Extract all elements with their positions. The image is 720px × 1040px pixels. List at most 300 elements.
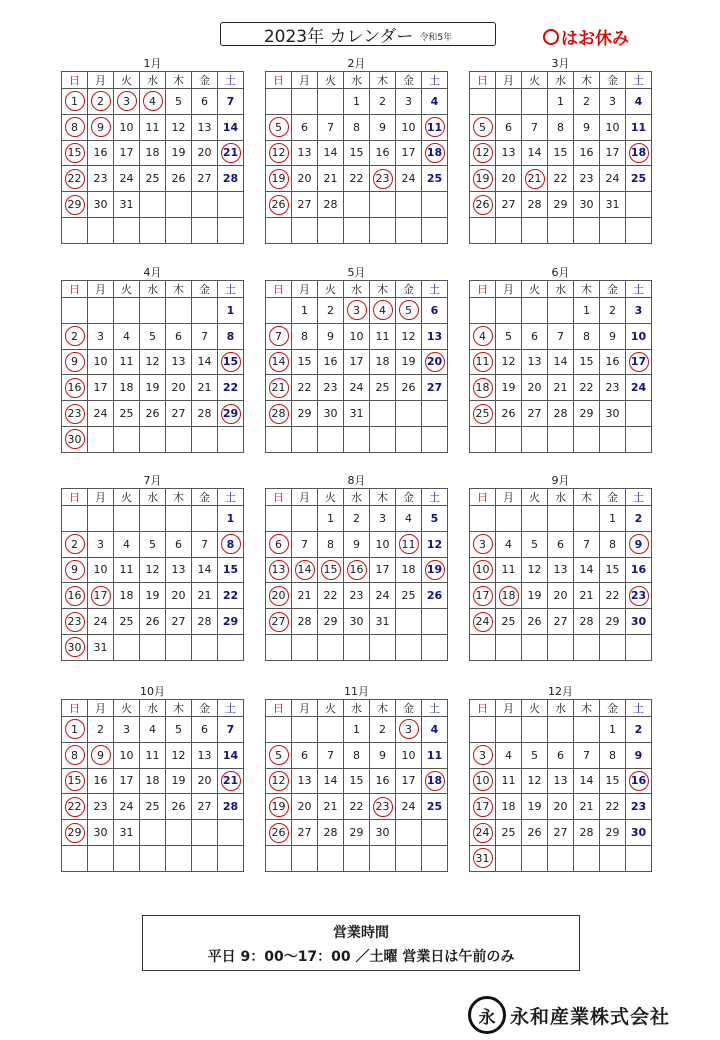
month-5: [265, 267, 448, 453]
empty-cell: [626, 426, 652, 452]
holiday-mark: 21: [221, 771, 241, 791]
empty-cell: [192, 506, 218, 532]
empty-cell: [370, 401, 396, 427]
day-cell: 17: [370, 557, 396, 583]
empty-cell: [266, 426, 292, 452]
holiday-mark: 22: [65, 797, 85, 817]
day-cell: 18: [396, 557, 422, 583]
day-cell: 26: [422, 583, 448, 609]
day-cell: [62, 401, 88, 427]
holiday-mark: 19: [269, 169, 289, 189]
day-cell: 22: [574, 375, 600, 401]
weekday-header: 月: [496, 72, 522, 89]
day-cell: 17: [114, 768, 140, 794]
holiday-mark: 14: [269, 352, 289, 372]
day-cell: 12: [422, 531, 448, 557]
day-cell: 3: [626, 298, 652, 324]
empty-cell: [470, 298, 496, 324]
day-cell: 20: [192, 768, 218, 794]
day-cell: 23: [88, 794, 114, 820]
day-cell: [266, 140, 292, 166]
empty-cell: [422, 217, 448, 243]
day-cell: 30: [370, 820, 396, 846]
day-cell: [88, 89, 114, 115]
weekday-header: 水: [140, 72, 166, 89]
day-cell: 13: [548, 557, 574, 583]
empty-cell: [114, 298, 140, 324]
empty-cell: [422, 845, 448, 871]
empty-cell: [548, 217, 574, 243]
empty-cell: [166, 298, 192, 324]
month-table: [61, 699, 244, 872]
month-4: [61, 267, 244, 453]
day-cell: 2: [370, 89, 396, 115]
weekday-header: 月: [292, 72, 318, 89]
holiday-mark: 2: [91, 91, 111, 111]
day-cell: 29: [344, 820, 370, 846]
day-cell: 27: [422, 375, 448, 401]
day-cell: 11: [114, 557, 140, 583]
day-cell: [266, 820, 292, 846]
day-cell: 13: [292, 768, 318, 794]
holiday-mark: 16: [65, 586, 85, 606]
weekday-header: 水: [548, 281, 574, 298]
holiday-mark: 19: [473, 169, 493, 189]
day-cell: 29: [574, 401, 600, 427]
day-cell: 30: [626, 609, 652, 635]
day-cell: 5: [522, 531, 548, 557]
empty-cell: [266, 217, 292, 243]
empty-cell: [166, 820, 192, 846]
day-cell: 22: [318, 583, 344, 609]
empty-cell: [574, 506, 600, 532]
empty-cell: [266, 506, 292, 532]
day-cell: 28: [522, 192, 548, 218]
day-cell: 4: [496, 742, 522, 768]
empty-cell: [292, 845, 318, 871]
day-cell: [218, 140, 244, 166]
day-cell: [266, 166, 292, 192]
empty-cell: [140, 192, 166, 218]
day-cell: 1: [218, 298, 244, 324]
empty-cell: [370, 845, 396, 871]
day-cell: [218, 531, 244, 557]
holiday-mark: 19: [425, 560, 445, 580]
month-title: 12月: [548, 685, 573, 698]
day-cell: [626, 583, 652, 609]
day-cell: [266, 114, 292, 140]
day-cell: 11: [422, 742, 448, 768]
empty-cell: [218, 426, 244, 452]
day-cell: 3: [396, 89, 422, 115]
day-cell: 2: [344, 506, 370, 532]
day-cell: 26: [496, 401, 522, 427]
empty-cell: [422, 634, 448, 660]
holiday-mark: 4: [473, 326, 493, 346]
empty-cell: [396, 634, 422, 660]
day-cell: 21: [192, 583, 218, 609]
day-cell: 1: [600, 506, 626, 532]
day-cell: 21: [574, 794, 600, 820]
calendar-title: 2023年 カレンダー: [263, 26, 414, 47]
day-cell: 15: [292, 349, 318, 375]
day-cell: 24: [344, 375, 370, 401]
weekday-header: 日: [470, 281, 496, 298]
empty-cell: [548, 426, 574, 452]
day-cell: 10: [114, 114, 140, 140]
day-cell: [266, 531, 292, 557]
empty-cell: [88, 217, 114, 243]
empty-cell: [496, 89, 522, 115]
month-6: [469, 267, 652, 453]
day-cell: 28: [318, 192, 344, 218]
empty-cell: [548, 298, 574, 324]
weekday-header: 火: [318, 489, 344, 506]
day-cell: 4: [114, 323, 140, 349]
day-cell: 25: [396, 583, 422, 609]
holiday-mark: 6: [269, 534, 289, 554]
holiday-mark: 28: [269, 404, 289, 424]
weekday-header: 土: [218, 700, 244, 717]
weekday-header: 木: [166, 489, 192, 506]
day-cell: 20: [292, 166, 318, 192]
holiday-mark: 24: [473, 823, 493, 843]
holiday-mark: 11: [425, 117, 445, 137]
empty-cell: [140, 217, 166, 243]
day-cell: 14: [548, 349, 574, 375]
holiday-mark: 12: [269, 771, 289, 791]
day-cell: 13: [292, 140, 318, 166]
day-cell: 2: [370, 717, 396, 743]
day-cell: 3: [370, 506, 396, 532]
weekday-header: 木: [574, 72, 600, 89]
empty-cell: [496, 298, 522, 324]
day-cell: 30: [600, 401, 626, 427]
weekday-header: 月: [88, 489, 114, 506]
weekday-header: 火: [318, 72, 344, 89]
day-cell: [62, 609, 88, 635]
day-cell: 26: [396, 375, 422, 401]
holiday-mark: 20: [269, 586, 289, 606]
day-cell: [318, 557, 344, 583]
weekday-header: 金: [600, 489, 626, 506]
day-cell: 21: [548, 375, 574, 401]
empty-cell: [470, 426, 496, 452]
weekday-header: 木: [574, 281, 600, 298]
day-cell: 31: [114, 820, 140, 846]
day-cell: 6: [496, 114, 522, 140]
weekday-header: 金: [192, 72, 218, 89]
empty-cell: [626, 634, 652, 660]
empty-cell: [574, 634, 600, 660]
day-cell: [422, 140, 448, 166]
day-cell: [470, 768, 496, 794]
day-cell: 31: [370, 609, 396, 635]
day-cell: 4: [396, 506, 422, 532]
weekday-header: 月: [496, 700, 522, 717]
month-12: [469, 686, 652, 872]
holiday-mark: 18: [499, 586, 519, 606]
day-cell: 25: [114, 401, 140, 427]
day-cell: 31: [88, 634, 114, 660]
weekday-header: 日: [266, 281, 292, 298]
day-cell: 24: [600, 166, 626, 192]
holiday-mark: 7: [269, 326, 289, 346]
day-cell: 29: [318, 609, 344, 635]
month-9: [469, 475, 652, 661]
day-cell: 23: [574, 166, 600, 192]
day-cell: 14: [218, 742, 244, 768]
day-cell: 24: [370, 583, 396, 609]
day-cell: 18: [370, 349, 396, 375]
day-cell: 20: [166, 375, 192, 401]
empty-cell: [318, 634, 344, 660]
day-cell: 17: [114, 140, 140, 166]
day-cell: 11: [626, 114, 652, 140]
holiday-mark: 11: [473, 352, 493, 372]
holiday-mark: 26: [269, 823, 289, 843]
day-cell: 21: [318, 794, 344, 820]
empty-cell: [600, 634, 626, 660]
day-cell: 1: [344, 89, 370, 115]
weekday-header: 水: [344, 72, 370, 89]
weekday-header: 土: [218, 281, 244, 298]
day-cell: 31: [114, 192, 140, 218]
month-table: [469, 280, 652, 453]
empty-cell: [62, 506, 88, 532]
day-cell: 5: [140, 323, 166, 349]
day-cell: 3: [88, 531, 114, 557]
day-cell: 14: [574, 557, 600, 583]
empty-cell: [344, 217, 370, 243]
day-cell: 28: [218, 794, 244, 820]
month-table: [469, 71, 652, 244]
day-cell: [470, 820, 496, 846]
day-cell: 8: [218, 323, 244, 349]
empty-cell: [114, 217, 140, 243]
weekday-header: 月: [88, 700, 114, 717]
empty-cell: [266, 89, 292, 115]
holiday-mark: 31: [473, 848, 493, 868]
day-cell: [422, 349, 448, 375]
empty-cell: [140, 634, 166, 660]
day-cell: [266, 742, 292, 768]
day-cell: 4: [114, 531, 140, 557]
weekday-header: 土: [626, 489, 652, 506]
month-table: [265, 488, 448, 661]
day-cell: 11: [114, 349, 140, 375]
day-cell: 11: [496, 768, 522, 794]
month-title: 4月: [143, 266, 162, 279]
day-cell: 13: [192, 742, 218, 768]
holiday-mark: 10: [473, 560, 493, 580]
day-cell: 20: [166, 583, 192, 609]
day-cell: 6: [548, 531, 574, 557]
weekday-header: 火: [114, 281, 140, 298]
weekday-header: 月: [496, 489, 522, 506]
weekday-header: 水: [548, 700, 574, 717]
weekday-header: 金: [396, 700, 422, 717]
weekday-header: 金: [396, 489, 422, 506]
month-8: [265, 475, 448, 661]
day-cell: 2: [318, 298, 344, 324]
empty-cell: [192, 426, 218, 452]
weekday-header: 金: [192, 700, 218, 717]
empty-cell: [140, 820, 166, 846]
day-cell: 21: [574, 583, 600, 609]
empty-cell: [318, 217, 344, 243]
holiday-mark: 19: [269, 797, 289, 817]
day-cell: 22: [548, 166, 574, 192]
day-cell: [62, 192, 88, 218]
day-cell: 2: [626, 506, 652, 532]
day-cell: [496, 583, 522, 609]
empty-cell: [318, 89, 344, 115]
day-cell: 9: [318, 323, 344, 349]
day-cell: [470, 609, 496, 635]
empty-cell: [292, 89, 318, 115]
month-table: [469, 488, 652, 661]
day-cell: 5: [422, 506, 448, 532]
weekday-header: 木: [370, 72, 396, 89]
day-cell: [62, 323, 88, 349]
empty-cell: [218, 217, 244, 243]
day-cell: 4: [140, 717, 166, 743]
empty-cell: [266, 298, 292, 324]
day-cell: 18: [114, 375, 140, 401]
weekday-header: 日: [62, 489, 88, 506]
weekday-header: 火: [522, 489, 548, 506]
empty-cell: [318, 426, 344, 452]
day-cell: 8: [600, 742, 626, 768]
day-cell: 15: [218, 557, 244, 583]
day-cell: 6: [422, 298, 448, 324]
day-cell: 27: [496, 192, 522, 218]
weekday-header: 木: [166, 281, 192, 298]
holiday-mark: 15: [65, 771, 85, 791]
month-title: 1月: [143, 57, 162, 70]
empty-cell: [470, 634, 496, 660]
weekday-header: 土: [422, 72, 448, 89]
day-cell: 16: [88, 140, 114, 166]
empty-cell: [626, 401, 652, 427]
weekday-header: 火: [318, 700, 344, 717]
empty-cell: [522, 426, 548, 452]
empty-cell: [626, 217, 652, 243]
weekday-header: 日: [266, 489, 292, 506]
day-cell: 10: [114, 742, 140, 768]
day-cell: 6: [166, 531, 192, 557]
day-cell: 10: [344, 323, 370, 349]
day-cell: 1: [574, 298, 600, 324]
empty-cell: [522, 634, 548, 660]
day-cell: 19: [396, 349, 422, 375]
business-hours-title: 営業時間: [333, 925, 389, 941]
empty-cell: [166, 845, 192, 871]
empty-cell: [344, 845, 370, 871]
weekday-header: 土: [626, 700, 652, 717]
empty-cell: [266, 717, 292, 743]
day-cell: 19: [522, 794, 548, 820]
month-table: [265, 280, 448, 453]
day-cell: 29: [548, 192, 574, 218]
day-cell: [62, 89, 88, 115]
day-cell: 10: [626, 323, 652, 349]
empty-cell: [166, 634, 192, 660]
day-cell: 24: [396, 166, 422, 192]
month-title: 5月: [347, 266, 366, 279]
holiday-mark: 10: [473, 771, 493, 791]
day-cell: 28: [574, 820, 600, 846]
day-cell: 12: [496, 349, 522, 375]
weekday-header: 火: [318, 281, 344, 298]
month-title: 10月: [140, 685, 165, 698]
holiday-mark: 5: [473, 117, 493, 137]
day-cell: 21: [318, 166, 344, 192]
day-cell: 9: [600, 323, 626, 349]
day-cell: [470, 557, 496, 583]
holiday-mark: 29: [65, 823, 85, 843]
day-cell: 22: [218, 375, 244, 401]
day-cell: [470, 794, 496, 820]
weekday-header: 月: [292, 700, 318, 717]
day-cell: 23: [600, 375, 626, 401]
day-cell: 1: [218, 506, 244, 532]
month-table: [265, 71, 448, 244]
empty-cell: [140, 506, 166, 532]
day-cell: [422, 768, 448, 794]
empty-cell: [88, 426, 114, 452]
day-cell: 4: [422, 717, 448, 743]
day-cell: [88, 742, 114, 768]
empty-cell: [548, 845, 574, 871]
day-cell: [626, 768, 652, 794]
holiday-mark: 26: [269, 195, 289, 215]
day-cell: [62, 820, 88, 846]
holiday-mark: 3: [399, 719, 419, 739]
month-10: [61, 686, 244, 872]
day-cell: 31: [600, 192, 626, 218]
day-cell: 15: [600, 768, 626, 794]
day-cell: 2: [626, 717, 652, 743]
day-cell: 19: [166, 140, 192, 166]
day-cell: 8: [548, 114, 574, 140]
holiday-mark: 9: [65, 560, 85, 580]
day-cell: 25: [496, 609, 522, 635]
day-cell: 6: [192, 717, 218, 743]
day-cell: 7: [318, 742, 344, 768]
empty-cell: [422, 401, 448, 427]
day-cell: 5: [166, 717, 192, 743]
weekday-header: 火: [522, 281, 548, 298]
weekday-header: 水: [548, 489, 574, 506]
weekday-header: 木: [370, 489, 396, 506]
day-cell: [344, 298, 370, 324]
day-cell: 10: [600, 114, 626, 140]
day-cell: [218, 349, 244, 375]
day-cell: 30: [88, 192, 114, 218]
holiday-mark: 16: [629, 771, 649, 791]
day-cell: 25: [496, 820, 522, 846]
day-cell: 29: [600, 820, 626, 846]
day-cell: 16: [626, 557, 652, 583]
day-cell: [62, 166, 88, 192]
empty-cell: [522, 89, 548, 115]
month-table: [61, 71, 244, 244]
day-cell: [626, 531, 652, 557]
day-cell: 16: [318, 349, 344, 375]
empty-cell: [470, 217, 496, 243]
